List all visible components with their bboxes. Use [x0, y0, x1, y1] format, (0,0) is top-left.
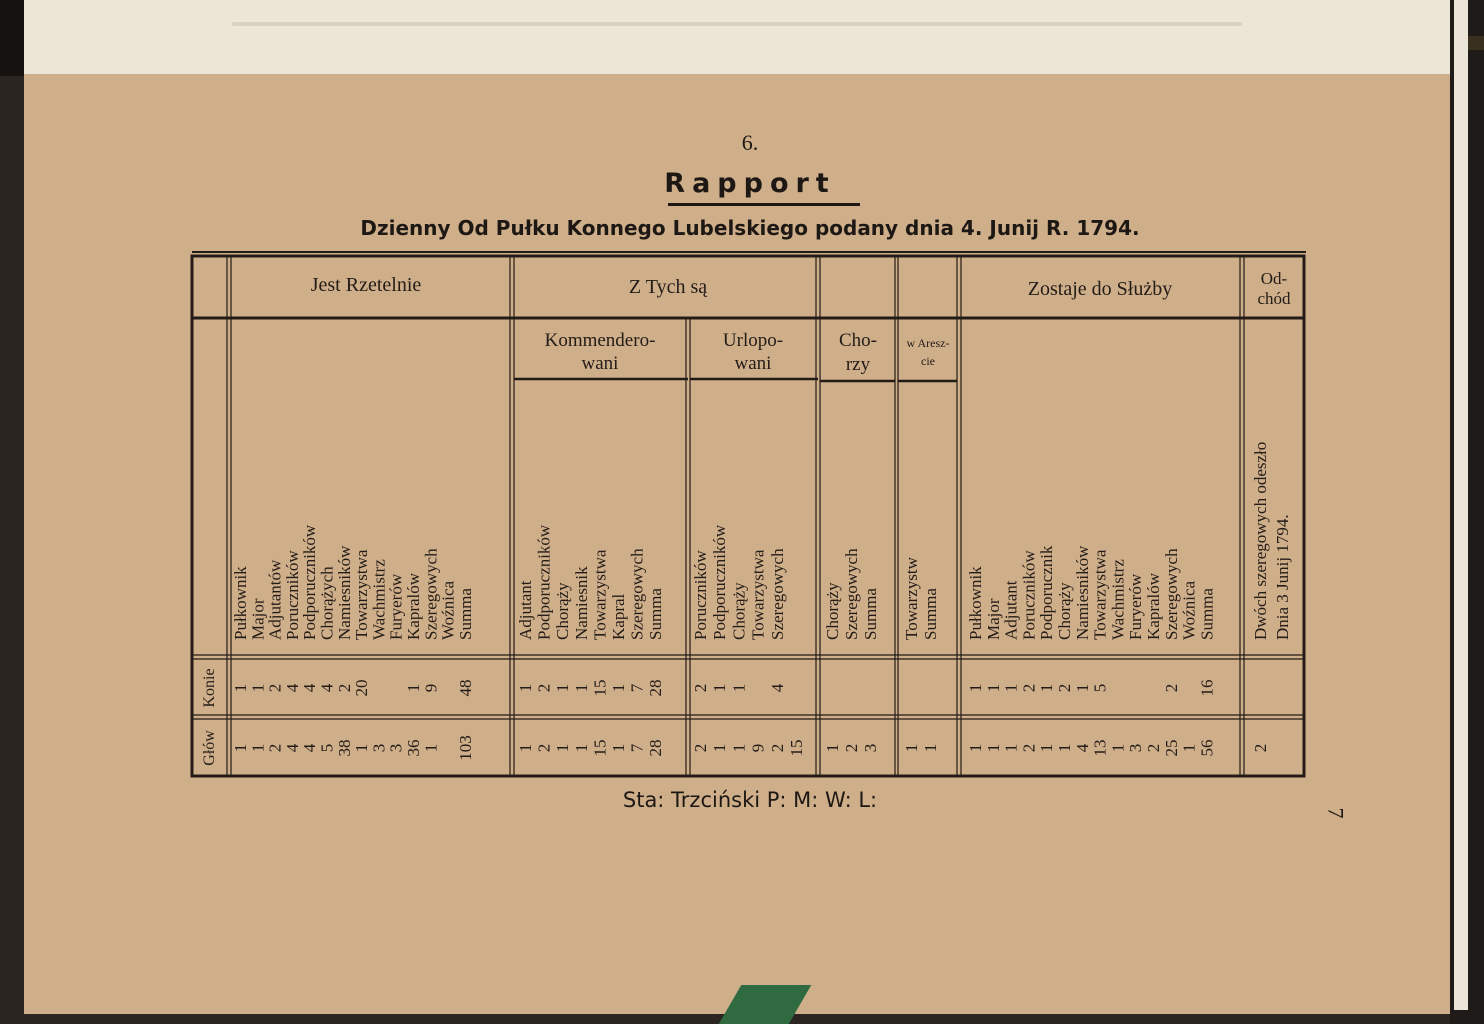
- zostaje-konie-value: 1: [983, 683, 1003, 693]
- zostaje-glow-value: 2: [1144, 743, 1163, 753]
- jest-konie-value: 4: [300, 683, 320, 693]
- zostaje-glow-value: 4: [1072, 743, 1092, 753]
- chorzy-column-label: Chorąży: [823, 582, 842, 640]
- urlop-column-label: Towarzystwa: [748, 549, 768, 640]
- zostaje-glow-value: 1: [1055, 743, 1074, 753]
- urlop-konie-value: 2: [691, 683, 710, 693]
- jest-konie-value: 4: [282, 683, 302, 693]
- zostaje-glow-value: 1: [983, 743, 1003, 753]
- komm-konie-value: 1: [516, 683, 535, 693]
- header-kommenderowani-line1: Kommendero-: [544, 330, 656, 351]
- zostaje-glow-value: 1: [1108, 743, 1128, 753]
- urlop-glow-value: 1: [710, 743, 730, 753]
- komm-column-label: Towarzystwa: [590, 549, 610, 640]
- zostaje-column-label: Poruczników: [1019, 550, 1039, 640]
- header-chorzy-line1: Cho-: [839, 330, 877, 351]
- urlop-column-label: Podporuczników: [710, 524, 730, 640]
- row-label-glow: Głów: [201, 730, 218, 766]
- komm-glow-value: 15: [590, 739, 610, 757]
- jest-column-label: Summa: [455, 588, 475, 640]
- chorzy-column-label: Summa: [861, 588, 880, 640]
- jest-column-label: Chorążych: [317, 566, 337, 640]
- jest-glow-value: 5: [317, 743, 337, 753]
- zostaje-column-label: Chorąży: [1055, 582, 1074, 640]
- jest-column-label: Szeregowych: [421, 548, 441, 640]
- zostaje-glow-value: 1: [1001, 743, 1021, 753]
- zostaje-konie-value: 16: [1197, 679, 1217, 697]
- jest-konie-value: 4: [317, 683, 337, 693]
- urlop-konie-value: 4: [767, 683, 787, 693]
- jest-column-label: Towarzystwa: [352, 549, 372, 640]
- header-odchod-line1: Od-: [1260, 269, 1288, 288]
- komm-glow-value: 1: [609, 743, 628, 753]
- zostaje-konie-value: 2: [1161, 683, 1181, 693]
- jest-konie-value: 1: [404, 683, 423, 693]
- zostaje-konie-value: 1: [1001, 683, 1021, 693]
- zostaje-column-label: Major: [983, 598, 1003, 640]
- areszt-glow-value: 1: [902, 743, 921, 753]
- margin-page-number: 7: [1323, 807, 1349, 819]
- zostaje-column-label: Podporucznik: [1037, 545, 1057, 640]
- jest-glow-value: 1: [231, 743, 250, 753]
- jest-glow-value: 36: [404, 739, 423, 757]
- jest-column-label: Poruczników: [282, 550, 302, 640]
- header-urlopowani-line2: wani: [734, 353, 772, 374]
- zostaje-glow-value: 2: [1019, 743, 1039, 753]
- jest-glow-value: 3: [386, 743, 406, 753]
- zostaje-konie-value: 1: [966, 683, 985, 693]
- zostaje-column-label: Summa: [1197, 588, 1217, 640]
- document-subtitle: Dzienny Od Pułku Konnego Lubelskiego podany dnia 4. Junij R. 1794.: [360, 216, 1140, 240]
- komm-column-label: Kapral: [609, 593, 628, 640]
- jest-column-label: Furyerów: [386, 573, 406, 640]
- jest-column-label: Woźnica: [438, 580, 458, 640]
- zostaje-konie-value: 1: [1072, 683, 1092, 693]
- jest-konie-value: 1: [231, 683, 250, 693]
- zostaje-glow-value: 56: [1197, 739, 1217, 757]
- header-zostaje-do-sluzby: Zostaje do Służby: [1027, 278, 1173, 300]
- urlop-glow-value: 1: [729, 743, 749, 753]
- zostaje-konie-value: 2: [1055, 683, 1074, 693]
- odchod-glow-value: 2: [1251, 743, 1270, 753]
- urlop-konie-value: 1: [729, 683, 749, 693]
- komm-glow-value: 1: [553, 743, 573, 753]
- table-cells: [231, 442, 1292, 761]
- zostaje-column-label: Pułkownik: [966, 566, 985, 640]
- zostaje-column-label: Woźnica: [1179, 580, 1199, 640]
- jest-konie-value: 48: [455, 679, 475, 697]
- jest-column-label: Adjutantów: [265, 559, 285, 640]
- urlop-glow-value: 2: [767, 743, 787, 753]
- zostaje-column-label: Szeregowych: [1161, 548, 1181, 640]
- zostaje-konie-value: 2: [1019, 683, 1039, 693]
- urlop-column-label: Szeregowych: [767, 548, 787, 640]
- areszt-glow-value: 1: [921, 743, 940, 753]
- zostaje-column-label: Wachmistrz: [1108, 559, 1128, 640]
- signature-line: Sta: Trzciński P: M: W: L:: [622, 788, 878, 812]
- komm-glow-value: 1: [516, 743, 535, 753]
- urlop-column-label: Chorąży: [729, 582, 749, 640]
- areszt-column-label: Towarzystw: [902, 557, 921, 640]
- chorzy-glow-value: 3: [861, 743, 880, 753]
- jest-column-label: Pułkownik: [231, 566, 250, 640]
- areszt-column-label: Summa: [921, 588, 940, 640]
- header-odchod-line2: chód: [1257, 289, 1291, 308]
- jest-column-label: Namiesników: [334, 545, 354, 640]
- jest-column-label: Kapralów: [404, 572, 423, 640]
- komm-konie-value: 1: [609, 683, 628, 693]
- jest-konie-value: 9: [421, 683, 441, 693]
- odchod-column-label: Dwóch szeregowych odeszło: [1251, 441, 1270, 640]
- header-urlopowani-line1: Urlopo-: [722, 330, 784, 351]
- jest-glow-value: 2: [265, 743, 285, 753]
- komm-konie-value: 15: [590, 679, 610, 697]
- jest-konie-value: 20: [352, 679, 372, 697]
- zostaje-glow-value: 1: [1037, 743, 1057, 753]
- komm-glow-value: 2: [534, 743, 554, 753]
- komm-konie-value: 7: [627, 683, 647, 693]
- zostaje-glow-value: 25: [1161, 739, 1181, 757]
- komm-konie-value: 2: [534, 683, 554, 693]
- jest-glow-value: 4: [300, 743, 320, 753]
- row-label-konie: Konie: [201, 668, 218, 708]
- jest-glow-value: 1: [352, 743, 372, 753]
- document-title: Rapport: [664, 168, 836, 199]
- komm-glow-value: 28: [646, 739, 666, 757]
- komm-column-label: Namiesnik: [571, 566, 591, 640]
- zostaje-konie-value: 5: [1090, 683, 1110, 693]
- zostaje-glow-value: 13: [1090, 739, 1110, 757]
- page-number: 6.: [741, 130, 759, 155]
- jest-glow-value: 4: [282, 743, 302, 753]
- jest-konie-value: 2: [265, 683, 285, 693]
- komm-column-label: Summa: [646, 588, 666, 640]
- komm-column-label: Adjutant: [516, 580, 535, 640]
- jest-glow-value: 1: [421, 743, 441, 753]
- jest-glow-value: 3: [369, 743, 389, 753]
- odchod-column-label: Dnia 3 Junij 1794.: [1273, 514, 1292, 640]
- zostaje-column-label: Kapralów: [1144, 572, 1163, 640]
- zostaje-konie-value: 1: [1037, 683, 1057, 693]
- komm-konie-value: 1: [571, 683, 591, 693]
- komm-glow-value: 7: [627, 743, 647, 753]
- zostaje-column-label: Towarzystwa: [1090, 549, 1110, 640]
- zostaje-glow-value: 1: [966, 743, 985, 753]
- jest-glow-value: 1: [248, 743, 268, 753]
- komm-konie-value: 28: [646, 679, 666, 697]
- zostaje-glow-value: 3: [1126, 743, 1146, 753]
- urlop-glow-value: 9: [748, 743, 768, 753]
- zostaje-column-label: Namiesników: [1072, 545, 1092, 640]
- chorzy-glow-value: 1: [823, 743, 842, 753]
- jest-konie-value: 2: [334, 683, 354, 693]
- zostaje-column-label: Adjutant: [1001, 580, 1021, 640]
- komm-column-label: Szeregowych: [627, 548, 647, 640]
- jest-konie-value: 1: [248, 683, 268, 693]
- jest-glow-value: 38: [334, 739, 354, 757]
- header-jest-rzetelnie: Jest Rzetelnie: [310, 274, 422, 296]
- jest-column-label: Major: [248, 598, 268, 640]
- jest-column-label: Wachmistrz: [369, 559, 389, 640]
- chorzy-glow-value: 2: [842, 743, 861, 753]
- header-kommenderowani-line2: wani: [581, 353, 619, 374]
- zostaje-glow-value: 1: [1179, 743, 1199, 753]
- jest-glow-value: 103: [455, 735, 475, 761]
- komm-column-label: Podporuczników: [534, 524, 554, 640]
- zostaje-column-label: Furyerów: [1126, 573, 1146, 640]
- header-z-tych-sa: Z Tych są: [628, 276, 708, 298]
- komm-konie-value: 1: [553, 683, 573, 693]
- urlop-glow-value: 2: [691, 743, 710, 753]
- komm-column-label: Chorąży: [553, 582, 573, 640]
- urlop-glow-value: 15: [787, 739, 806, 757]
- chorzy-column-label: Szeregowych: [842, 548, 861, 640]
- komm-glow-value: 1: [571, 743, 591, 753]
- header-w-areszcie-line2: cie: [921, 354, 935, 368]
- urlop-column-label: Poruczników: [691, 550, 710, 640]
- header-w-areszcie-line1: w Aresz-: [906, 336, 950, 350]
- urlop-konie-value: 1: [710, 683, 730, 693]
- header-chorzy-line2: rzy: [845, 354, 871, 375]
- jest-column-label: Podporuczników: [300, 524, 320, 640]
